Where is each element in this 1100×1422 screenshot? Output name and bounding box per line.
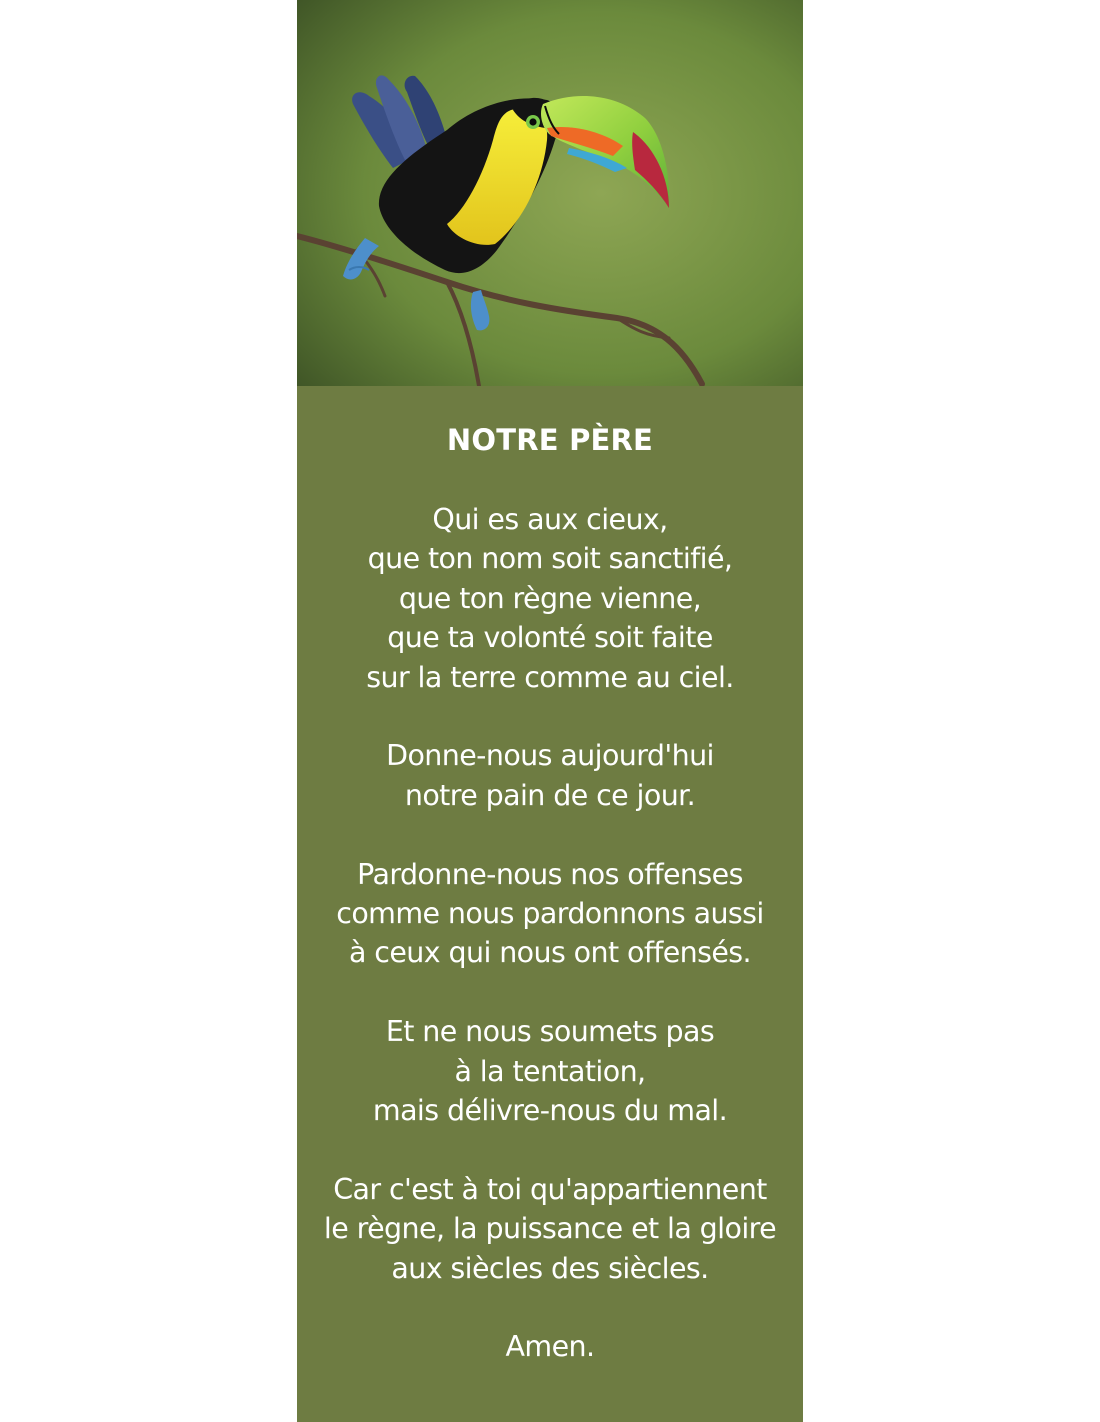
toucan-photo — [297, 0, 803, 386]
prayer-bookmark — [297, 0, 803, 1422]
prayer-line: Et ne nous soumets pas — [385, 1015, 715, 1049]
prayer-line: que ton nom soit sanctifié, — [367, 542, 733, 576]
prayer-line: mais délivre-nous du mal. — [372, 1094, 728, 1128]
prayer-line: que ton règne vienne, — [398, 581, 702, 615]
prayer-title: NOTRE PÈRE — [446, 423, 654, 457]
prayer-line: notre pain de ce jour. — [404, 778, 696, 812]
prayer-line: à ceux qui nous ont offensés. — [348, 936, 752, 970]
photo-background — [297, 0, 803, 386]
prayer-line: à la tentation, — [454, 1054, 646, 1088]
prayer-line: Pardonne-nous nos offenses — [357, 857, 743, 891]
prayer-stanza — [297, 1170, 803, 1288]
prayer-stanza — [297, 736, 803, 815]
prayer-line: le règne, la puissance et la gloire — [323, 1212, 777, 1246]
prayer-line: Qui es aux cieux, — [432, 503, 668, 536]
prayer-line: aux siècles des siècles. — [391, 1251, 709, 1285]
prayer-text-panel — [297, 386, 803, 1422]
prayer-line: comme nous pardonnons aussi — [336, 897, 764, 931]
prayer-stanzas — [297, 500, 803, 1406]
prayer-line: Car c'est à toi qu'appartiennent — [333, 1172, 767, 1206]
prayer-stanza — [297, 1327, 803, 1366]
prayer-line: Donne-nous aujourd'hui — [386, 739, 714, 773]
prayer-line: Amen. — [505, 1330, 595, 1364]
prayer-line: sur la terre comme au ciel. — [366, 660, 734, 694]
prayer-stanza — [297, 500, 803, 697]
prayer-stanza — [297, 1012, 803, 1130]
prayer-stanza — [297, 855, 803, 973]
toucan-eye — [526, 115, 540, 129]
prayer-line: que ta volonté soit faite — [387, 621, 713, 655]
